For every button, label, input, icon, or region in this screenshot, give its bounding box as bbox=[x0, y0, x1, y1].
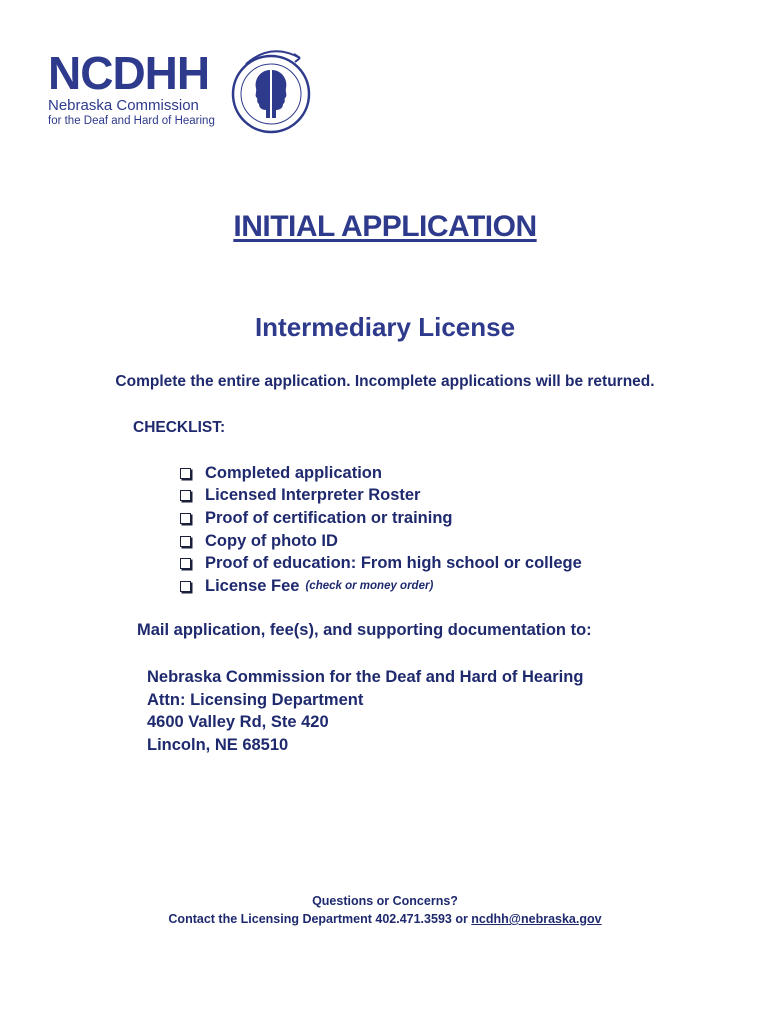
ncdhh-logo bbox=[44, 44, 314, 140]
email-link[interactable]: ncdhh@nebraska.gov bbox=[471, 912, 602, 926]
logo-seal-icon bbox=[226, 44, 316, 140]
address-line: Nebraska Commission for the Deaf and Hard of Hearing bbox=[147, 668, 584, 686]
footer-contact-line bbox=[0, 910, 770, 928]
logo-org-line1: Nebraska Commission bbox=[48, 97, 199, 114]
checklist-heading: CHECKLIST: bbox=[133, 419, 226, 436]
contact-prefix: Contact the Licensing Department 402.471.3593 or bbox=[168, 912, 472, 926]
checklist-item-label: Licensed Interpreter Roster bbox=[205, 486, 421, 505]
address-line: Lincoln, NE 68510 bbox=[147, 735, 289, 754]
checkbox-icon bbox=[180, 581, 191, 592]
checklist-item-label: Proof of education: From high school or college bbox=[205, 554, 582, 573]
mailing-address bbox=[147, 666, 583, 756]
checklist-item bbox=[180, 530, 582, 553]
logo-org-line2: for the Deaf and Hard of Hearing bbox=[48, 115, 215, 127]
license-subtitle: Intermediary License bbox=[254, 312, 516, 342]
logo-text bbox=[48, 47, 215, 128]
checklist-item bbox=[180, 507, 582, 530]
address-line: 4600 Valley Rd, Ste 420 bbox=[147, 713, 329, 732]
checkbox-icon bbox=[180, 536, 191, 547]
checkbox-icon bbox=[180, 558, 191, 569]
mail-heading: Mail application, fee(s), and supporting documentation to: bbox=[137, 621, 592, 639]
checklist-item bbox=[180, 485, 582, 508]
logo-acronym: NCDHH bbox=[48, 47, 210, 99]
checklist-item-label: License Fee bbox=[205, 576, 300, 595]
checklist-item-label: Copy of photo ID bbox=[205, 531, 338, 550]
footer-contact bbox=[0, 892, 770, 928]
checkbox-icon bbox=[180, 513, 191, 524]
page-title: INITIAL APPLICATION bbox=[233, 210, 537, 243]
checklist-item bbox=[180, 552, 582, 575]
checklist bbox=[180, 462, 582, 598]
checkbox-icon bbox=[180, 468, 191, 479]
checklist-item-label: Completed application bbox=[205, 463, 382, 482]
checklist-item-label: Proof of certification or training bbox=[205, 508, 453, 527]
checkbox-icon bbox=[180, 490, 191, 501]
footer-question: Questions or Concerns? bbox=[312, 894, 458, 908]
checklist-item bbox=[180, 462, 582, 485]
checklist-item bbox=[180, 575, 582, 598]
fee-payment-note: (check or money order) bbox=[305, 580, 434, 593]
address-line: Attn: Licensing Department bbox=[147, 690, 364, 709]
instructions-text: Complete the entire application. Incomplete applications will be returned. bbox=[115, 373, 655, 390]
